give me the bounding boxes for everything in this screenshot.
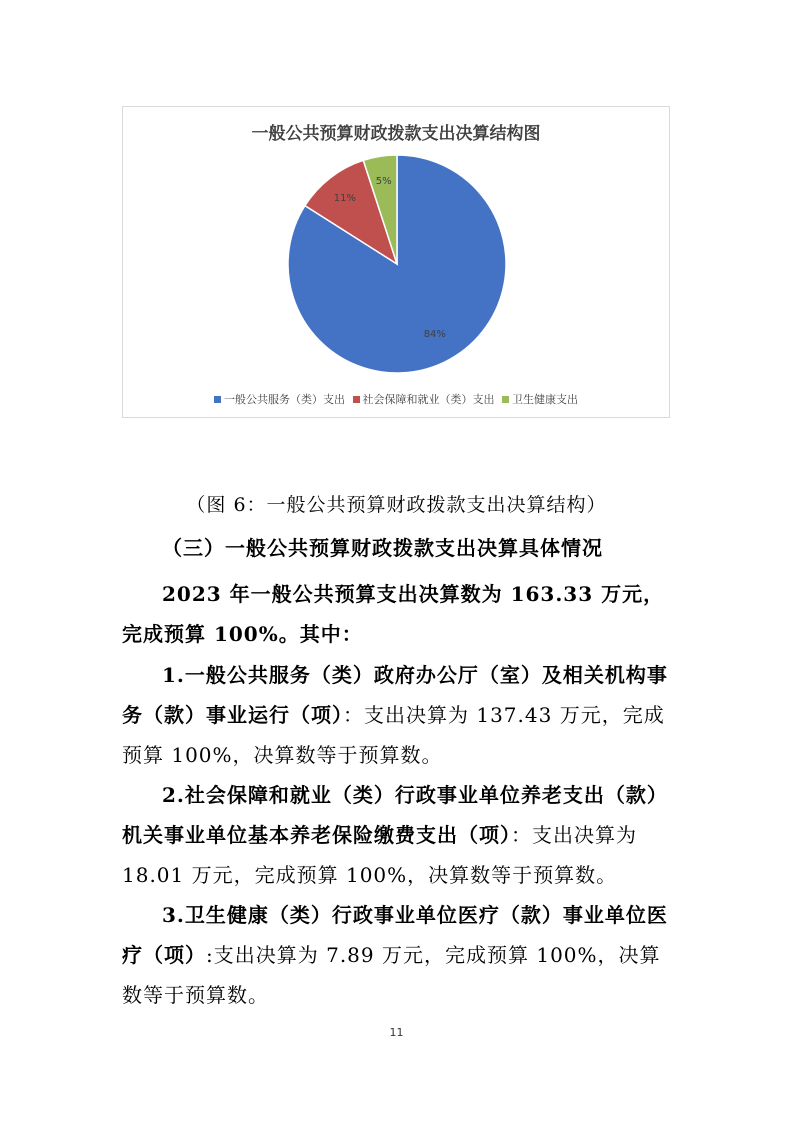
item-1-paragraph [122, 655, 674, 775]
legend-label: 卫生健康支出 [512, 393, 578, 406]
legend-label: 社会保障和就业（类）支出 [362, 393, 495, 406]
chart-legend [123, 391, 669, 407]
legend-swatch [502, 396, 509, 403]
page-number: 11 [389, 1026, 404, 1039]
item-3-heading: 3.卫生健康（类）行政事业单位医疗（款）事业单位医疗（项） [122, 903, 668, 967]
legend-item-social-security [353, 391, 495, 407]
section-heading: （三）一般公共预算财政拨款支出决算具体情况 [162, 536, 603, 560]
pie-data-label: 5% [375, 176, 392, 188]
legend-item-health [502, 391, 578, 407]
pie-data-label: 84% [423, 328, 446, 340]
summary-paragraph: 2023 年一般公共预算支出决算数为 163.33 万元，完成预算 100%。其中： [122, 582, 665, 646]
figure-caption: （图 6：一般公共预算财政拨款支出决算结构） [186, 494, 607, 516]
chart-title: 一般公共预算财政拨款支出决算结构图 [251, 124, 541, 144]
item-1-heading: 1.一般公共服务（类）政府办公厅（室）及相关机构事务（款）事业运行（项） [122, 663, 668, 727]
pie-svg [123, 107, 671, 419]
item-2-paragraph [122, 775, 674, 895]
pie-data-label: 11% [333, 192, 357, 204]
legend-swatch [353, 396, 360, 403]
item-1-body: ：支出决算为 137.43 万元，完成预算 100%，决算数等于预算数。 [122, 703, 665, 767]
item-2-heading: 2.社会保障和就业（类）行政事业单位养老支出（款）机关事业单位基本养老保险缴费支出（项） [122, 783, 668, 847]
item-3-paragraph [122, 895, 674, 1015]
item-2-body: ：支出决算为 18.01 万元，完成预算 100%，决算数等于预算数。 [122, 823, 637, 887]
legend-item-general-services [214, 391, 345, 407]
item-3-body: :支出决算为 7.89 万元，完成预算 100%，决算数等于预算数。 [122, 943, 661, 1007]
legend-swatch [214, 396, 221, 403]
legend-label: 一般公共服务（类）支出 [224, 393, 345, 406]
pie-chart [122, 106, 670, 418]
